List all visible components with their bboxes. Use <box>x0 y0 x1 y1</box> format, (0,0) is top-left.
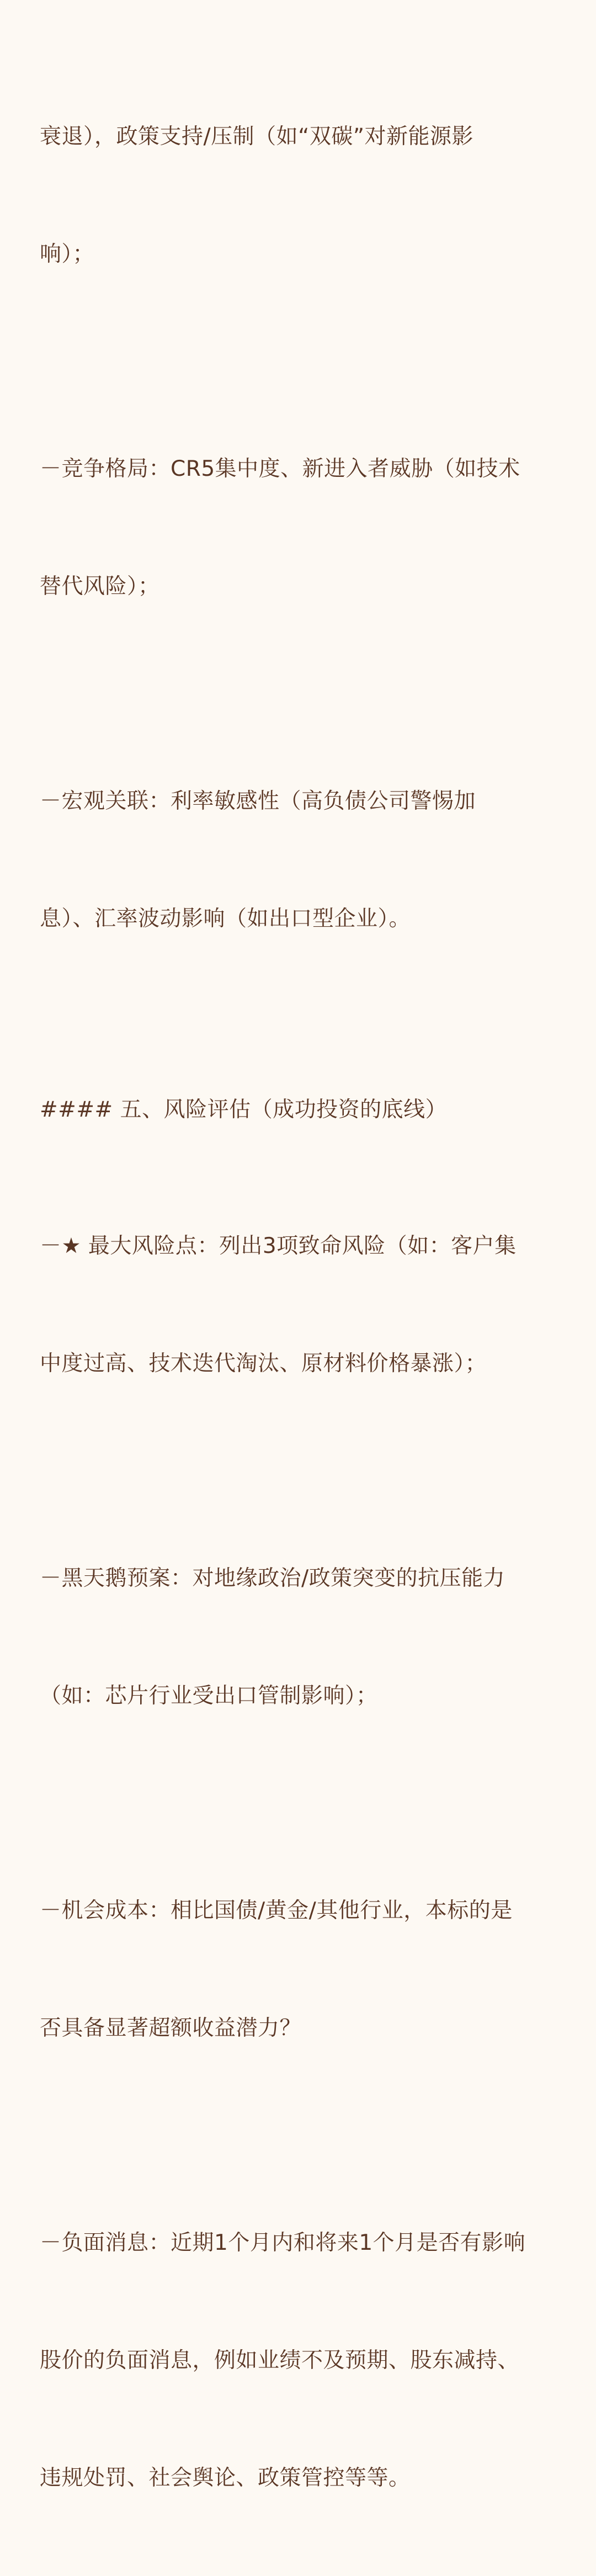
text-line: （如：芯片行业受出口管制影响）； <box>40 1683 378 1708</box>
paragraph-opportunity-cost <box>40 1813 557 2126</box>
text-line: 否具备显著超额收益潜力？ <box>40 2016 302 2041</box>
text-line: －黑天鹅预案：对地缘政治/政策突变的抗压能力 <box>40 1566 505 1591</box>
text-line: －负面消息：近期1个月内和将来1个月是否有影响 <box>40 2230 526 2255</box>
text-line: 替代风险）； <box>40 574 160 599</box>
text-line: －★ 最大风险点：列出3项致命风险（如：客户集 <box>40 1234 517 1258</box>
paragraph-competition <box>40 371 557 684</box>
text-line: －宏观关联：利率敏感性（高负债公司警惕加 <box>40 789 476 814</box>
text-line: 衰退），政策支持/压制（如“双碳”对新能源影 <box>40 124 474 149</box>
text-line: －机会成本：相比国债/黄金/其他行业，本标的是 <box>40 1898 513 1923</box>
paragraph-negative-news <box>40 2145 557 2576</box>
text-line: 违规处罚、社会舆论、政策管控等等。 <box>40 2466 411 2490</box>
text-line: 息）、汇率波动影响（如出口型企业）。 <box>40 906 411 931</box>
text-line: 股价的负面消息，例如业绩不及预期、股东减持、 <box>40 2348 520 2373</box>
paragraph-policy-impact <box>40 39 557 352</box>
paragraph-max-risk <box>40 1148 557 1462</box>
text-line: 中度过高、技术迭代淘汰、原材料价格暴涨）； <box>40 1351 487 1376</box>
text-line: 响）； <box>40 242 95 267</box>
paragraph-macro <box>40 703 557 1017</box>
text-line: －竞争格局：CR5集中度、新进入者威胁（如技术 <box>40 456 520 481</box>
section-heading-risk-assessment: #### 五、风险评估（成功投资的底线） <box>40 1097 448 1122</box>
paragraph-black-swan <box>40 1480 557 1794</box>
